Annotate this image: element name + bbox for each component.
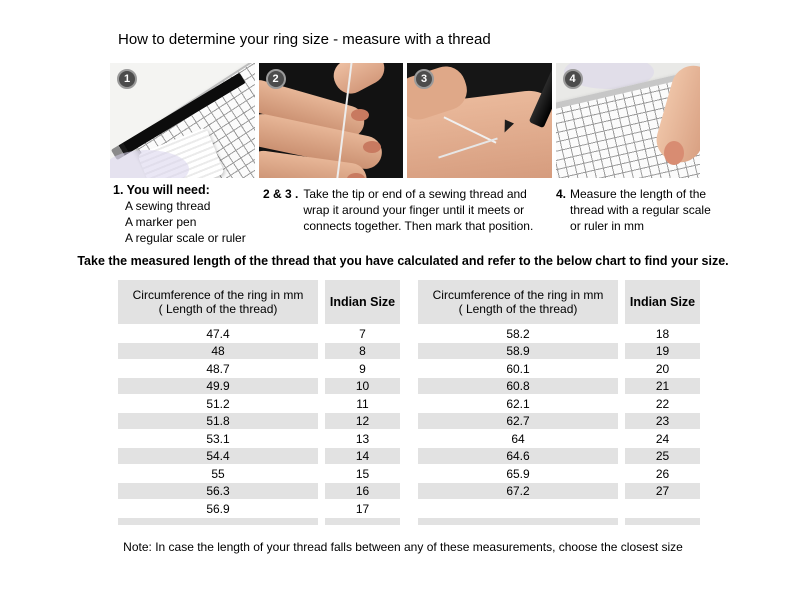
circumference-header (118, 280, 318, 324)
circumference-cell: 48 (118, 343, 318, 359)
step-1-heading: 1. You will need: (113, 183, 210, 197)
table-endcap-row (418, 518, 700, 525)
size-cell: 20 (655, 361, 670, 376)
size-cell: 12 (325, 413, 400, 429)
size-cell: 26 (655, 466, 670, 481)
step-3-badge: 3 (414, 69, 434, 89)
endcap-cell (118, 518, 318, 525)
circumference-cell: 65.9 (506, 466, 530, 481)
table-row (118, 396, 400, 412)
circumference-header (418, 280, 618, 324)
table-row (118, 378, 400, 394)
size-cell: 17 (355, 501, 370, 516)
size-cell: 7 (359, 326, 366, 341)
step-1-badge: 1 (117, 69, 137, 89)
step-1-instructions (113, 182, 246, 246)
table-row (118, 431, 400, 447)
circumference-cell: 51.2 (206, 396, 230, 411)
size-cell: 22 (655, 396, 670, 411)
step-4-badge: 4 (563, 69, 583, 89)
step-4-instructions (556, 186, 718, 234)
size-cell: 16 (325, 483, 400, 499)
table-row (118, 413, 400, 429)
size-cell: 21 (625, 378, 700, 394)
circumference-cell: 64 (511, 431, 525, 446)
step-1-item: A regular scale or ruler (125, 231, 246, 245)
table-row (418, 413, 700, 429)
step-4-text: Measure the length of the thread with a regular scale or ruler in mm (570, 187, 711, 233)
size-cell: 15 (355, 466, 370, 481)
circumference-cell: 47.4 (206, 326, 230, 341)
fingertip-shape (328, 63, 390, 99)
circumference-cell: 49.9 (118, 378, 318, 394)
circumference-cell: 64.6 (418, 448, 618, 464)
step-2-3-label: 2 & 3 . (263, 187, 299, 201)
fingernail-shape (664, 141, 684, 165)
size-cell: 13 (355, 431, 370, 446)
size-table-left (118, 280, 400, 527)
circumference-cell: 48.7 (206, 361, 230, 376)
table-row (118, 343, 400, 359)
step-2-photo (259, 63, 404, 178)
table-row (418, 431, 700, 447)
step-4-label: 4. (556, 187, 567, 201)
table-row (418, 466, 700, 482)
step-1-item: A marker pen (125, 215, 197, 229)
endcap-cell (325, 518, 400, 525)
circumference-cell: 62.1 (506, 396, 530, 411)
table-row (418, 378, 700, 394)
size-cell: 9 (359, 361, 366, 376)
note-text: Note: In case the length of your thread falls between any of these measurements, choose the closest size (123, 540, 683, 554)
endcap-cell (625, 518, 700, 525)
fingernail-shape (347, 173, 365, 178)
circumference-cell: 60.1 (506, 361, 530, 376)
circumference-cell: 51.8 (118, 413, 318, 429)
circumference-cell: 58.9 (418, 343, 618, 359)
size-cell: 25 (625, 448, 700, 464)
endcap-cell (418, 518, 618, 525)
chart-instruction-line: Take the measured length of the thread that you have calculated and refer to the below chart to find your size. (77, 254, 729, 268)
circumference-cell: 54.4 (118, 448, 318, 464)
table-header-row (418, 280, 700, 324)
circumference-header-line1: Circumference of the ring in mm (432, 288, 604, 302)
size-cell: 24 (655, 431, 670, 446)
step-2-3-instructions (263, 186, 551, 234)
table-row (118, 501, 400, 517)
size-cell: 18 (655, 326, 670, 341)
fingernail-shape (351, 109, 369, 121)
circumference-cell: 67.2 (418, 483, 618, 499)
table-row (418, 448, 700, 464)
step-1-photo (110, 63, 255, 178)
table-row (418, 343, 700, 359)
size-cell: 8 (325, 343, 400, 359)
circumference-header-line2: ( Length of the thread) (158, 302, 278, 316)
step-1-item: A sewing thread (125, 199, 211, 213)
step-2-badge: 2 (266, 69, 286, 89)
table-endcap-row (118, 518, 400, 525)
fingernail-shape (363, 141, 381, 153)
photo-strip (110, 63, 700, 178)
indian-size-header: Indian Size (325, 280, 400, 324)
circumference-cell: 53.1 (206, 431, 230, 446)
table-row (118, 326, 400, 342)
size-table-right (418, 280, 700, 527)
size-cell: 27 (625, 483, 700, 499)
size-cell: 14 (325, 448, 400, 464)
circumference-header-line2: ( Length of the thread) (458, 302, 578, 316)
table-row (418, 326, 700, 342)
circumference-cell: 56.3 (118, 483, 318, 499)
circumference-cell: 56.9 (206, 501, 230, 516)
table-row (118, 466, 400, 482)
table-row (418, 396, 700, 412)
size-cell: 19 (625, 343, 700, 359)
table-row (418, 483, 700, 499)
circumference-header-line1: Circumference of the ring in mm (132, 288, 304, 302)
circumference-cell: 58.2 (506, 326, 530, 341)
indian-size-header: Indian Size (625, 280, 700, 324)
table-header-row (118, 280, 400, 324)
table-row (418, 361, 700, 377)
step-3-photo (407, 63, 552, 178)
table-row (118, 448, 400, 464)
circumference-cell: 60.8 (418, 378, 618, 394)
circumference-cell: 62.7 (418, 413, 618, 429)
step-2-3-text: Take the tip or end of a sewing thread and wrap it around your finger until it meets or connects together. Then mark that position. (303, 187, 534, 233)
size-cell: 10 (325, 378, 400, 394)
table-row (118, 483, 400, 499)
step-4-photo (556, 63, 701, 178)
blank-row (418, 501, 700, 519)
table-row (118, 361, 400, 377)
page-title: How to determine your ring size - measure with a thread (118, 31, 491, 48)
circumference-cell: 55 (211, 466, 225, 481)
size-cell: 23 (625, 413, 700, 429)
size-cell: 11 (356, 396, 369, 411)
